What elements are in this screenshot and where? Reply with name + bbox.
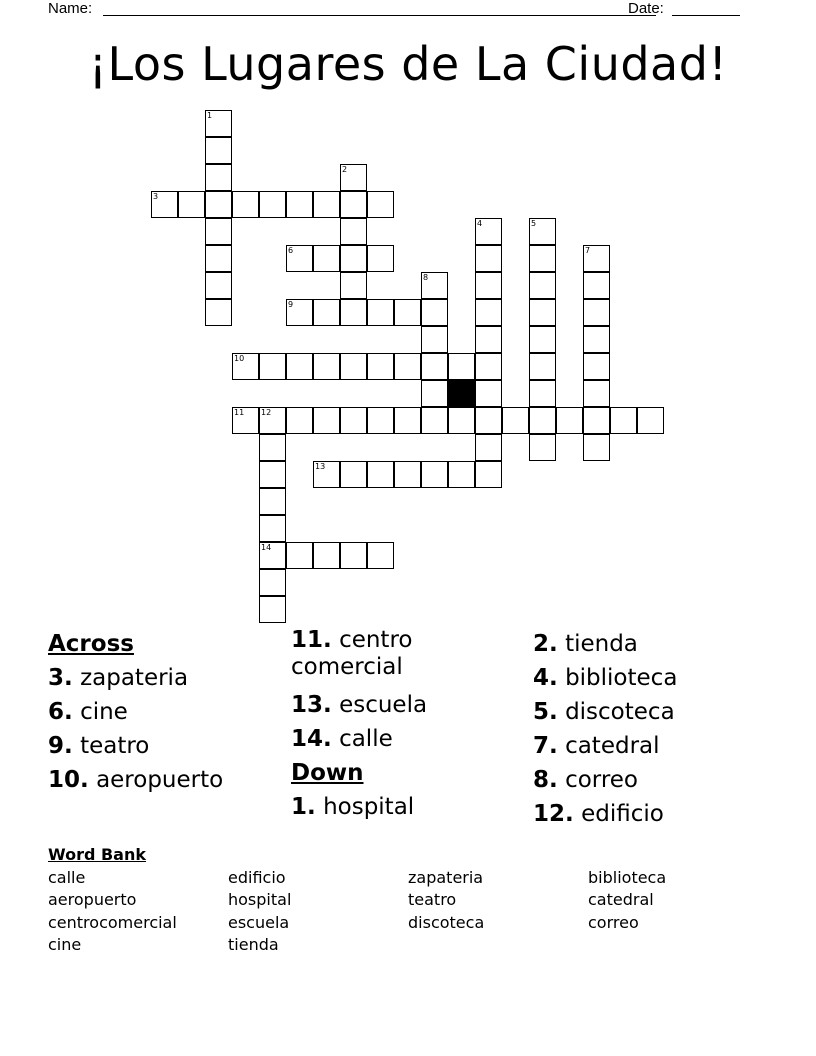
clue-across-6 [48, 695, 288, 729]
clue-text: correo [565, 767, 639, 793]
crossword-cell[interactable] [205, 299, 232, 326]
clue-down-2 [533, 627, 773, 661]
crossword-cell[interactable] [475, 326, 502, 353]
crossword-cell[interactable] [529, 434, 556, 461]
word-bank-column [408, 867, 588, 957]
word-bank-word: tienda [228, 935, 279, 954]
cell-number: 3 [153, 192, 159, 201]
clue-number: 7. [533, 733, 558, 759]
crossword-cell[interactable] [421, 299, 448, 326]
crossword-cell[interactable] [583, 245, 610, 272]
word-bank [48, 844, 768, 957]
word-bank-word: discoteca [408, 912, 485, 932]
crossword-cell[interactable] [502, 407, 529, 434]
cell-number: 12 [261, 408, 272, 417]
crossword-cell[interactable] [529, 407, 556, 434]
crossword-cell[interactable] [286, 542, 313, 569]
crossword-cell[interactable] [529, 245, 556, 272]
crossword-cell[interactable] [286, 353, 313, 380]
clue-text: centro comercial [291, 627, 413, 680]
clue-number: 14. [291, 726, 332, 752]
crossword-cell[interactable] [448, 407, 475, 434]
cell-number: 10 [234, 354, 245, 363]
crossword-cell[interactable] [421, 326, 448, 353]
clue-down-12 [533, 797, 773, 831]
cell-number: 8 [423, 273, 429, 282]
clue-text: tienda [565, 631, 638, 657]
clues-column-3 [533, 627, 773, 831]
word-bank-word: cine [48, 935, 82, 954]
crossword-cell[interactable] [340, 191, 367, 218]
clues-column-1 [48, 627, 288, 797]
word-bank-column [48, 867, 228, 957]
clue-number: 2. [533, 631, 558, 657]
crossword-cell[interactable] [259, 488, 286, 515]
word-bank-columns [48, 867, 768, 957]
clue-text: teatro [80, 733, 150, 759]
crossword-cell[interactable] [394, 299, 421, 326]
crossword-cell[interactable] [583, 272, 610, 299]
clue-text: escuela [339, 692, 428, 718]
clue-number: 3. [48, 665, 73, 691]
crossword-cell[interactable] [556, 407, 583, 434]
clue-number: 6. [48, 699, 73, 725]
crossword-cell[interactable] [367, 542, 394, 569]
crossword-cell[interactable] [475, 245, 502, 272]
crossword-cell[interactable] [259, 596, 286, 623]
cell-number: 7 [585, 246, 591, 255]
crossword-cell[interactable] [583, 407, 610, 434]
clue-number: 4. [533, 665, 558, 691]
crossword-cell[interactable] [286, 191, 313, 218]
crossword-cell[interactable] [313, 245, 340, 272]
crossword-cell[interactable] [313, 542, 340, 569]
crossword-cell[interactable] [421, 353, 448, 380]
crossword-cell[interactable] [340, 272, 367, 299]
crossword-cell[interactable] [178, 191, 205, 218]
clue-number: 1. [291, 794, 316, 820]
clue-number: 12. [533, 801, 574, 827]
crossword-cell[interactable] [583, 326, 610, 353]
crossword-cell[interactable] [475, 380, 502, 407]
crossword-cell[interactable] [259, 434, 286, 461]
crossword-cell[interactable] [448, 461, 475, 488]
crossword-cell[interactable] [313, 407, 340, 434]
down-heading: Down [291, 760, 364, 786]
word-bank-word: centrocomercial [48, 912, 177, 932]
crossword-cell[interactable] [394, 353, 421, 380]
crossword-cell[interactable] [475, 218, 502, 245]
crossword-cell[interactable] [448, 353, 475, 380]
word-bank-word: biblioteca [588, 867, 667, 887]
crossword-cell[interactable] [259, 191, 286, 218]
crossword-cell[interactable] [232, 407, 259, 434]
crossword-cell[interactable] [340, 164, 367, 191]
clue-number: 11. [291, 627, 332, 653]
word-bank-column [588, 867, 768, 957]
crossword-cell[interactable] [367, 353, 394, 380]
clue-text: catedral [565, 733, 660, 759]
crossword-cell[interactable] [583, 299, 610, 326]
crossword-cell[interactable] [421, 380, 448, 407]
cell-number: 4 [477, 219, 483, 228]
cell-number: 9 [288, 300, 294, 309]
crossword-cell[interactable] [259, 407, 286, 434]
date-label: Date: [628, 0, 664, 17]
crossword-cell[interactable] [367, 299, 394, 326]
clue-number: 13. [291, 692, 332, 718]
clue-down-4 [533, 661, 773, 695]
across-heading: Across [48, 631, 134, 657]
crossword-cell[interactable] [205, 110, 232, 137]
crossword-cell[interactable] [421, 461, 448, 488]
word-bank-word: escuela [228, 912, 290, 932]
crossword-cell[interactable] [637, 407, 664, 434]
crossword-cell[interactable] [475, 407, 502, 434]
word-bank-word: calle [48, 867, 86, 887]
crossword-cell[interactable] [340, 218, 367, 245]
crossword-cell[interactable] [232, 191, 259, 218]
crossword-cell[interactable] [205, 245, 232, 272]
crossword-cell[interactable] [529, 218, 556, 245]
crossword-cell[interactable] [205, 191, 232, 218]
crossword-cell[interactable] [205, 272, 232, 299]
crossword-cell[interactable] [394, 407, 421, 434]
clue-across-10 [48, 763, 288, 797]
clues-column-2 [291, 627, 531, 824]
clue-across-11 [291, 627, 531, 681]
name-label: Name: [48, 0, 93, 17]
clue-across-14 [291, 722, 531, 756]
crossword-cell[interactable] [205, 164, 232, 191]
crossword-cell[interactable] [286, 245, 313, 272]
clue-text: zapateria [80, 665, 189, 691]
clue-across-13 [291, 688, 531, 722]
cell-number: 1 [207, 111, 213, 120]
crossword-cell[interactable] [529, 380, 556, 407]
crossword-cell[interactable] [286, 299, 313, 326]
cell-number: 11 [234, 408, 245, 417]
clue-text: biblioteca [565, 665, 678, 691]
cell-number: 14 [261, 543, 272, 552]
crossword-cell[interactable] [529, 353, 556, 380]
crossword-cell[interactable] [340, 245, 367, 272]
crossword-cell[interactable] [421, 272, 448, 299]
black-cell [448, 380, 475, 407]
clue-text: discoteca [565, 699, 675, 725]
crossword-cell[interactable] [367, 461, 394, 488]
cell-number: 5 [531, 219, 537, 228]
word-bank-word: zapateria [408, 867, 484, 887]
crossword-cell[interactable] [259, 569, 286, 596]
crossword-cell[interactable] [475, 434, 502, 461]
word-bank-heading: Word Bank [48, 845, 147, 864]
word-bank-word: aeropuerto [48, 890, 137, 909]
clue-text: aeropuerto [96, 767, 224, 793]
crossword-cell[interactable] [205, 137, 232, 164]
crossword-cell[interactable] [583, 434, 610, 461]
crossword-cell[interactable] [529, 326, 556, 353]
clue-across-9 [48, 729, 288, 763]
crossword-cell[interactable] [340, 542, 367, 569]
clue-number: 10. [48, 767, 89, 793]
crossword-cell[interactable] [151, 191, 178, 218]
crossword-cell[interactable] [340, 299, 367, 326]
crossword-cell[interactable] [394, 461, 421, 488]
crossword-cell[interactable] [259, 461, 286, 488]
word-bank-word: hospital [228, 890, 292, 909]
cell-number: 2 [342, 165, 348, 174]
cell-number: 13 [315, 462, 326, 471]
crossword-cell[interactable] [475, 461, 502, 488]
crossword-cell[interactable] [340, 353, 367, 380]
crossword-cell[interactable] [475, 299, 502, 326]
crossword-cell[interactable] [286, 407, 313, 434]
word-bank-word: correo [588, 912, 639, 932]
clue-number: 5. [533, 699, 558, 725]
word-bank-word: edificio [228, 867, 286, 887]
clue-text: edificio [581, 801, 664, 827]
clue-down-8 [533, 763, 773, 797]
clue-down-7 [533, 729, 773, 763]
crossword-cell[interactable] [259, 515, 286, 542]
word-bank-column [228, 867, 408, 957]
crossword-cell[interactable] [529, 299, 556, 326]
crossword-cell[interactable] [259, 353, 286, 380]
cell-number: 6 [288, 246, 294, 255]
clue-across-3 [48, 661, 288, 695]
clue-text: hospital [323, 794, 415, 820]
crossword-cell[interactable] [259, 542, 286, 569]
crossword-cell[interactable] [313, 191, 340, 218]
crossword-cell[interactable] [475, 353, 502, 380]
clue-down-5 [533, 695, 773, 729]
crossword-cell[interactable] [367, 191, 394, 218]
crossword-cell[interactable] [583, 380, 610, 407]
word-bank-word: catedral [588, 890, 654, 909]
crossword-cell[interactable] [529, 272, 556, 299]
crossword-cell[interactable] [232, 353, 259, 380]
crossword-cell[interactable] [340, 407, 367, 434]
crossword-cell[interactable] [313, 461, 340, 488]
crossword-cell[interactable] [421, 407, 448, 434]
crossword-cell[interactable] [313, 353, 340, 380]
crossword-cell[interactable] [340, 461, 367, 488]
crossword-cell[interactable] [610, 407, 637, 434]
crossword-cell[interactable] [367, 245, 394, 272]
clue-text: calle [339, 726, 393, 752]
page-title: ¡Los Lugares de La Ciudad! [88, 37, 728, 91]
crossword-cell[interactable] [583, 353, 610, 380]
crossword-cell[interactable] [313, 299, 340, 326]
clue-text: cine [80, 699, 128, 725]
crossword-cell[interactable] [367, 407, 394, 434]
clue-number: 8. [533, 767, 558, 793]
word-bank-word: teatro [408, 890, 457, 909]
crossword-cell[interactable] [475, 272, 502, 299]
crossword-cell[interactable] [205, 218, 232, 245]
clue-number: 9. [48, 733, 73, 759]
clue-down-1 [291, 790, 531, 824]
